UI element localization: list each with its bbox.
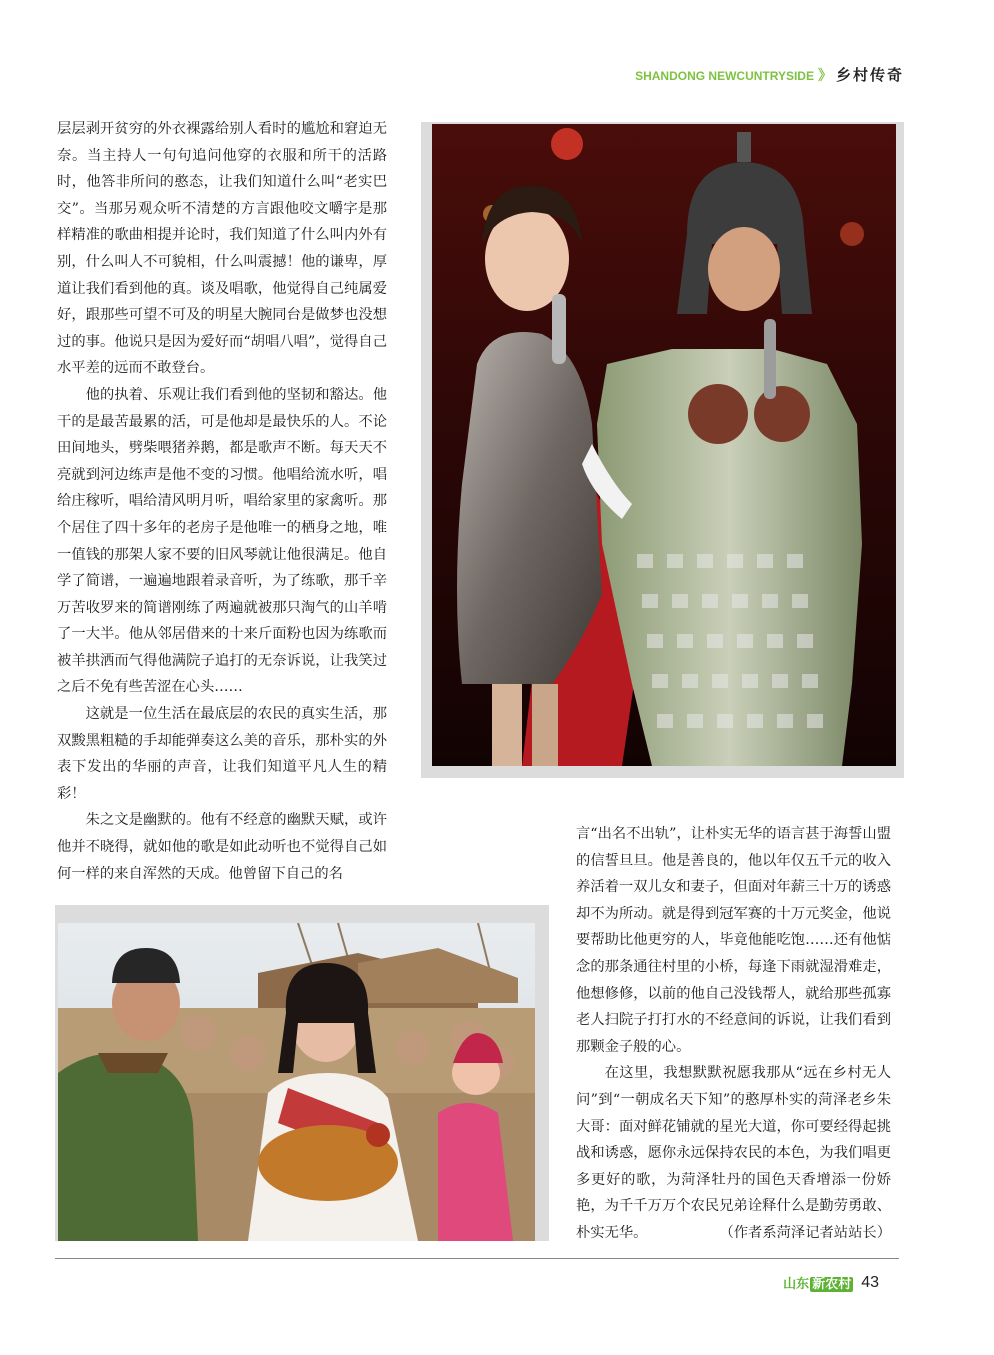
header-english-title: SHANDONG NEWCUNTRYSIDE (635, 69, 814, 83)
paragraph: 言“出名不出轨”，让朴实无华的语言甚于海誓山盟的信誓旦旦。他是善良的，他以年仅五千元的收入养活着一双儿女和妻子，但面对年薪三十万的诱惑却不为所动。就是得到冠军赛的十万元奖金，他说要帮助比他更穷的人，毕竟他能吃饱……还有他惦念的那条通往村里的小桥，每逢下雨就湿滑难走，他想修修，以前的他自己没钱帮人，就给那些孤寡老人扫院子打打水的不经意间的诉说，让我们看到那颗金子般的心。 (576, 826, 891, 1055)
right-column-text (576, 821, 891, 1247)
paragraph: 朱之文是幽默的。他有不经意的幽默天赋，或许他并不晓得，就如他的歌是如此动听也不觉得自己如何一样的来自浑然的天成。他曾留下自己的名 (57, 812, 387, 882)
magazine-logo (783, 1273, 853, 1292)
paragraph-text: 在这里，我想默默祝愿我那从“远在乡村无人问”到“一朝成名天下知”的憨厚朴实的菏泽老乡朱大哥：面对鲜花铺就的星光大道，你可要经得起挑战和诱惑，愿你永远保持农民的本色，为我们唱更多更好的歌，为菏泽牡丹的国色天香增添一份娇艳，为千千万万个农民兄弟诠释什么是勤劳勇敢、朴实无华。 (576, 1065, 891, 1241)
magazine-logo-prefix: 山东 (783, 1277, 810, 1292)
paragraph: 层层剥开贫穷的外衣裸露给别人看时的尴尬和窘迫无奈。当主持人一句句追问他穿的衣服和所干的活路时，他答非所问的憨态，让我们知道什么叫“老实巴交”。当那另观众听不清楚的方言跟他咬文嚼字是那样精准的歌曲相提并论时，我们知道了什么叫内外有别，什么叫人不可貌相，什么叫震撼！他的谦卑，厚道让我们看到他的真。谈及唱歌，他觉得自己纯属爱好，跟那些可望不可及的明星大腕同台是做梦也没想过的事。他说只是因为爱好而“胡唱八唱”，觉得自己水平差的远而不敢登台。 (57, 121, 387, 377)
stage-photo (432, 124, 896, 766)
village-photo (58, 923, 535, 1241)
header-section-title: 乡村传奇 (835, 66, 904, 84)
paragraph (576, 1060, 891, 1246)
paragraph: 他的执着、乐观让我们看到他的坚韧和豁达。他干的是最苦最累的活，可是他却是最快乐的人。不论田间地头，劈柴喂猪养鹅，都是歌声不断。每天天不亮就到河边练声是他不变的习惯。他唱给流水听，唱给庄稼听，唱给清风明月听，唱给家里的家禽听。那个居住了四十多年的老房子是他唯一的栖身之地，唯一值钱的那架人家不要的旧风琴就让他很满足。他自学了简谱，一遍遍地跟着录音听，为了练歌，那千辛万苦收罗来的简谱刚练了两遍就被那只淘气的山羊啃了一大半。他从邻居借来的十来斤面粉也因为练歌而被羊拱洒而气得他满院子追打的无奈诉说，让我笑过之后不免有些苦涩在心头…… (57, 386, 387, 696)
magazine-logo-box: 新农村 (812, 1277, 852, 1292)
author-signature: （作者系菏泽记者站站长） (719, 1224, 891, 1241)
header-separator: 》 (817, 67, 832, 83)
footer-divider (55, 1258, 899, 1259)
running-header (635, 64, 904, 85)
paragraph: 这就是一位生活在最底层的农民的真实生活，那双黢黑粗糙的手却能弹奏这么美的音乐，那朴实的外表下发出的华丽的声音，让我们知道平凡人生的精彩！ (57, 706, 387, 802)
left-column-text (57, 116, 387, 887)
page-number: 43 (861, 1273, 879, 1291)
page-footer (783, 1273, 879, 1292)
